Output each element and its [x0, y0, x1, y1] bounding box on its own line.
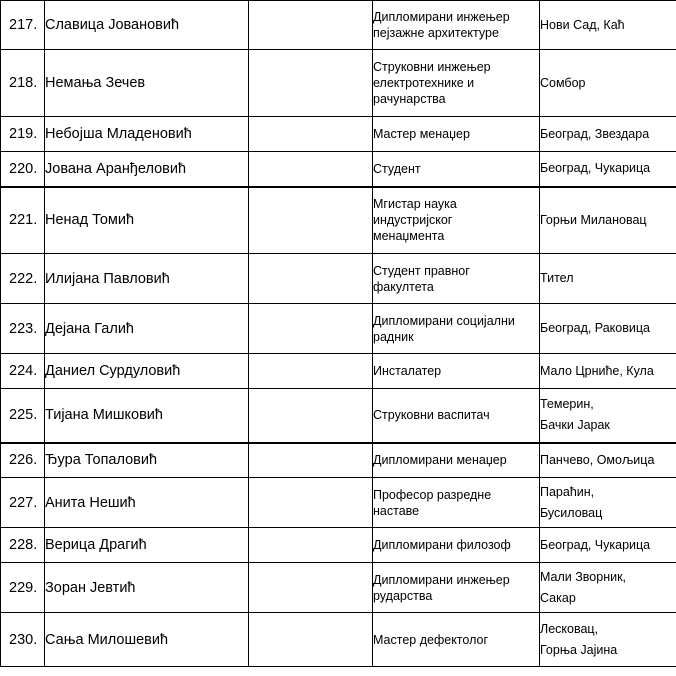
row-number: 224. [1, 354, 45, 389]
place-cell [540, 613, 676, 667]
table-row [1, 563, 676, 613]
profession-line: наставе [373, 503, 420, 518]
person-name: Анита Нешић [45, 478, 249, 528]
person-name: Ђура Топаловић [45, 443, 249, 478]
empty-cell [249, 254, 373, 304]
profession-cell [373, 304, 540, 354]
profession-line: Дипломирани инжењер [373, 572, 510, 587]
person-name: Верица Драгић [45, 528, 249, 563]
place-cell [540, 478, 676, 528]
place-line: Темерин, [540, 397, 594, 412]
row-number: 221. [1, 187, 45, 254]
place-line: Београд, Звездара [540, 126, 650, 141]
profession-line: индустријског [373, 213, 453, 228]
place-line: Лесковац, [540, 621, 599, 636]
place-cell [540, 443, 676, 478]
profession-line: менаџмента [373, 229, 445, 244]
place-line: Горња Јајина [540, 642, 618, 657]
person-name: Зоран Јевтић [45, 563, 249, 613]
place-line: Београд, Чукарица [540, 161, 651, 176]
person-name: Немања Зечев [45, 50, 249, 117]
profession-line: Мастер менаџер [373, 127, 470, 141]
person-name: Славица Јовановић [45, 1, 249, 50]
empty-cell [249, 443, 373, 478]
place-cell [540, 187, 676, 254]
profession-cell [373, 478, 540, 528]
table-row [1, 152, 676, 187]
profession-cell [373, 528, 540, 563]
place-cell [540, 117, 676, 152]
empty-cell [249, 354, 373, 389]
place-cell [540, 50, 676, 117]
profession-cell [373, 152, 540, 187]
profession-line: рачунарства [373, 92, 446, 106]
place-line: Мало Црниће, Кула [540, 363, 654, 378]
profession-line: Дипломирани филозоф [373, 538, 511, 552]
place-line: Панчево, Омољица [540, 452, 655, 467]
profession-cell [373, 1, 540, 50]
place-line: Тител [540, 271, 574, 285]
table-row [1, 254, 676, 304]
place-cell [540, 304, 676, 354]
place-cell [540, 563, 676, 613]
row-number: 227. [1, 478, 45, 528]
profession-cell [373, 563, 540, 613]
person-name: Ненад Томић [45, 187, 249, 254]
row-number: 230. [1, 613, 45, 667]
table-row [1, 613, 676, 667]
profession-line: Мастер дефектолог [373, 632, 489, 647]
profession-line: Мгистар наука [373, 197, 457, 212]
profession-line: Инсталатер [373, 364, 442, 378]
row-number: 228. [1, 528, 45, 563]
row-number: 229. [1, 563, 45, 613]
place-cell [540, 354, 676, 389]
profession-cell [373, 50, 540, 117]
person-name: Небојша Младеновић [45, 117, 249, 152]
profession-line: Професор разредне [373, 487, 492, 502]
table-row [1, 354, 676, 389]
profession-cell [373, 254, 540, 304]
table-row [1, 304, 676, 354]
place-cell [540, 152, 676, 187]
profession-line: Струковни инжењер [373, 60, 491, 74]
profession-line: Дипломирани менаџер [373, 453, 507, 468]
profession-line: Дипломирани социјални [373, 313, 515, 328]
profession-line: Дипломирани инжењер [373, 10, 510, 24]
profession-line: Студент [373, 161, 421, 176]
place-line: Београд, Чукарица [540, 537, 651, 552]
place-line: Нови Сад, Каћ [540, 17, 625, 32]
empty-cell [249, 1, 373, 50]
table-row [1, 187, 676, 254]
place-line: Бачки Јарак [540, 418, 610, 433]
table-row [1, 528, 676, 563]
profession-cell [373, 187, 540, 254]
person-name: Тијана Мишковић [45, 389, 249, 443]
place-line: Београд, Раковица [540, 321, 650, 335]
place-cell [540, 389, 676, 443]
profession-line: факултета [373, 279, 434, 294]
place-cell [540, 1, 676, 50]
person-name: Сања Милошевић [45, 613, 249, 667]
empty-cell [249, 478, 373, 528]
empty-cell [249, 613, 373, 667]
empty-cell [249, 152, 373, 187]
row-number: 226. [1, 443, 45, 478]
row-number: 217. [1, 1, 45, 50]
place-line: Бусиловац [540, 505, 603, 520]
empty-cell [249, 187, 373, 254]
table-row [1, 117, 676, 152]
profession-cell [373, 443, 540, 478]
place-line: Горњи Милановац [540, 212, 647, 227]
place-cell [540, 254, 676, 304]
profession-line: Струковни васпитач [373, 408, 490, 423]
table-row [1, 389, 676, 443]
profession-cell [373, 389, 540, 443]
place-line: Параћин, [540, 484, 595, 499]
row-number: 222. [1, 254, 45, 304]
empty-cell [249, 50, 373, 117]
profession-line: Студент правног [373, 263, 470, 278]
profession-cell [373, 117, 540, 152]
empty-cell [249, 563, 373, 613]
place-line: Мали Зворник, [540, 569, 627, 584]
empty-cell [249, 389, 373, 443]
row-number: 223. [1, 304, 45, 354]
empty-cell [249, 117, 373, 152]
place-cell [540, 528, 676, 563]
empty-cell [249, 304, 373, 354]
profession-cell [373, 613, 540, 667]
profession-line: рударства [373, 588, 433, 603]
place-line: Сакар [540, 590, 576, 605]
profession-line: електротехнике и [373, 76, 475, 90]
person-name: Јована Аранђеловић [45, 152, 249, 187]
profession-line: радник [373, 329, 414, 344]
table-row [1, 50, 676, 117]
row-number: 218. [1, 50, 45, 117]
row-number: 220. [1, 152, 45, 187]
person-name: Дејана Галић [45, 304, 249, 354]
profession-cell [373, 354, 540, 389]
table-row [1, 1, 676, 50]
table-row [1, 443, 676, 478]
person-name: Даниел Сурдуловић [45, 354, 249, 389]
empty-cell [249, 528, 373, 563]
place-line: Сомбор [540, 75, 586, 90]
person-name: Илијана Павловић [45, 254, 249, 304]
row-number: 219. [1, 117, 45, 152]
profession-line: пејзажне архитектуре [373, 26, 499, 40]
table-row [1, 478, 676, 528]
row-number: 225. [1, 389, 45, 443]
